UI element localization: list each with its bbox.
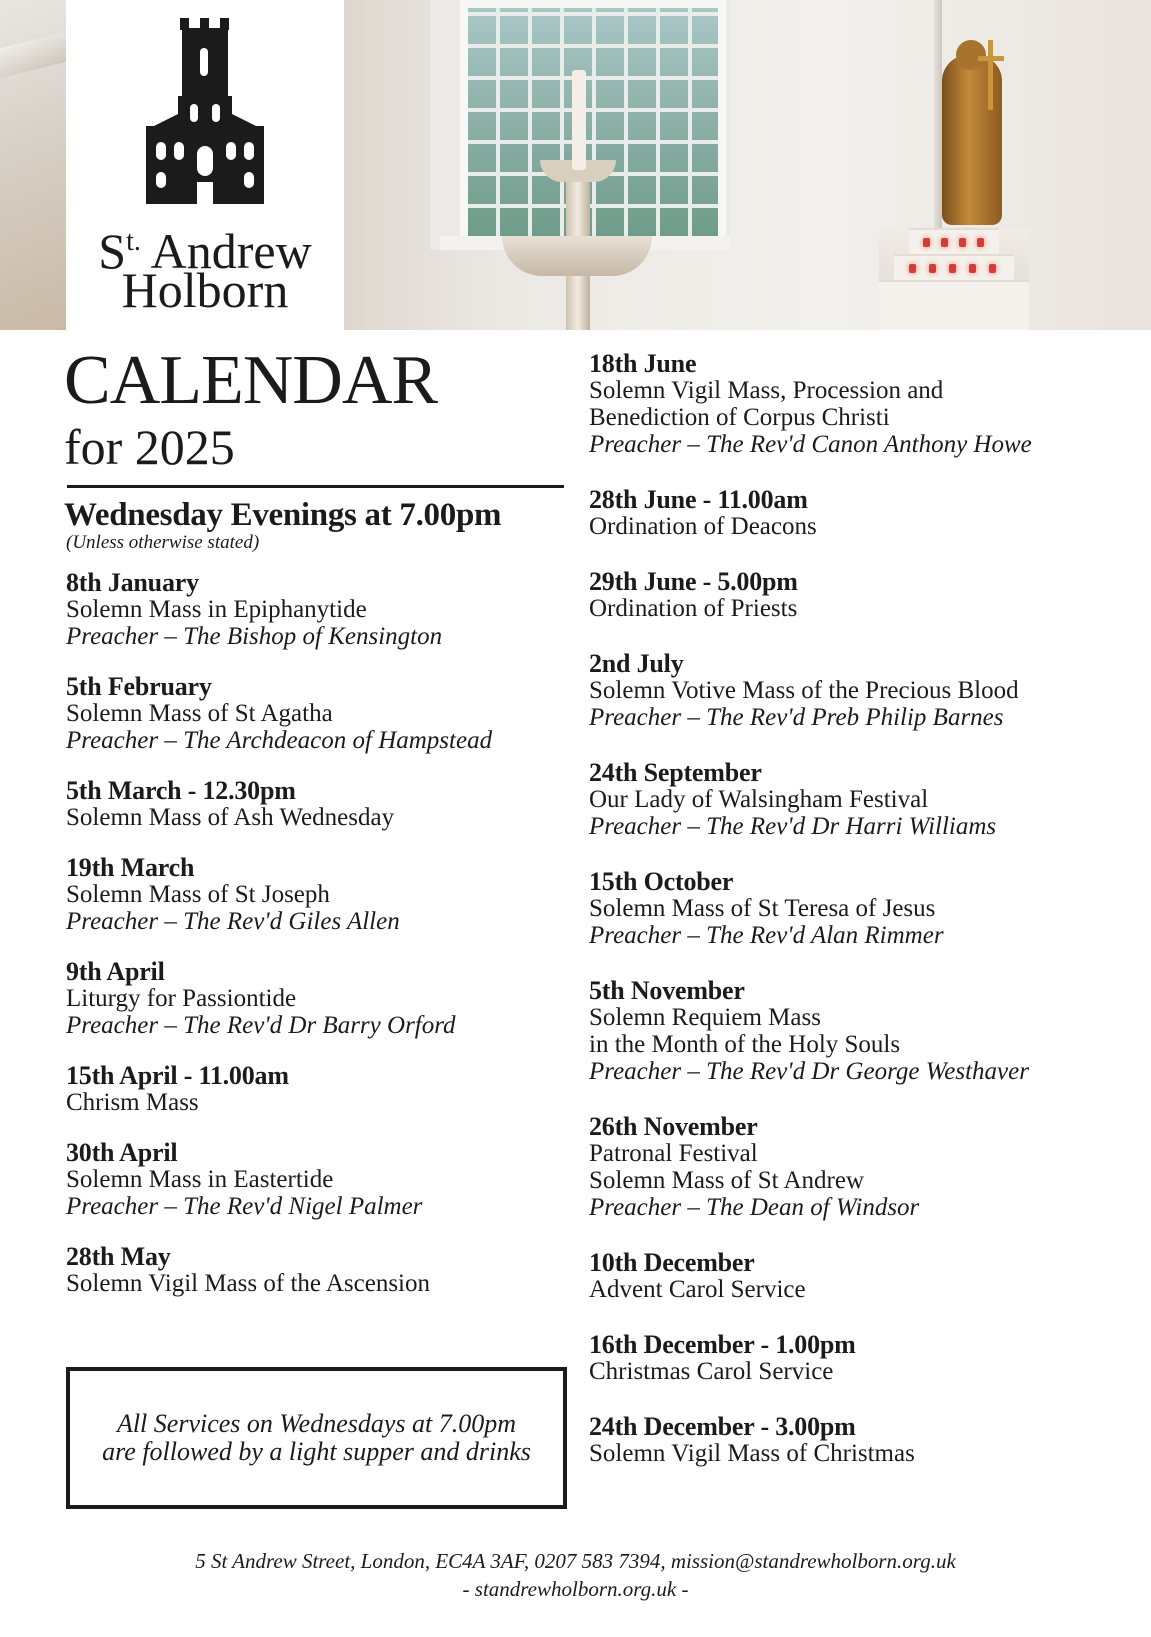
event-item [589, 759, 1149, 840]
event-item [589, 1331, 1149, 1385]
event-title: Solemn Vigil Mass of the Ascension [66, 1270, 431, 1297]
event-preacher: Preacher – The Dean of Windsor [589, 1194, 920, 1221]
event-date: 15th April - 11.00am [66, 1061, 289, 1090]
event-title: Benediction of Corpus Christi [589, 404, 890, 431]
event-date: 24th December - 3.00pm [589, 1412, 856, 1441]
event-preacher: Preacher – The Rev'd Dr George Westhaver [589, 1058, 1029, 1085]
event-item [589, 486, 1149, 540]
event-title: Christmas Carol Service [589, 1358, 834, 1385]
schedule-heading: Wednesday Evenings at 7.00pm [64, 497, 502, 533]
event-title: Ordination of Priests [589, 595, 798, 622]
header-photo-band [0, 0, 1151, 330]
event-item [66, 1139, 566, 1220]
event-item [66, 1243, 566, 1297]
event-date: 2nd July [589, 649, 684, 678]
event-item [66, 569, 566, 650]
event-date: 8th January [66, 568, 199, 597]
event-date: 19th March [66, 853, 195, 882]
event-item [66, 777, 566, 831]
chapel-photo [344, 0, 1151, 330]
event-title: Solemn Vigil Mass, Procession and [589, 377, 944, 404]
event-title: Liturgy for Passiontide [66, 985, 297, 1012]
supper-notice [102, 1410, 531, 1466]
event-date: 24th September [589, 758, 762, 787]
event-preacher: Preacher – The Archdeacon of Hampstead [66, 727, 493, 754]
event-title: Our Lady of Walsingham Festival [589, 786, 929, 813]
event-title: Solemn Mass of St Teresa of Jesus [589, 895, 936, 922]
footer-address: 5 St Andrew Street, London, EC4A 3AF, 0207 583 7394, mission@standrewholborn.org.uk [195, 1549, 956, 1573]
event-item [66, 1062, 566, 1116]
supper-notice-box [66, 1367, 567, 1509]
st-andrew-statue [942, 55, 1002, 225]
event-date: 28th June - 11.00am [589, 485, 808, 514]
event-date: 18th June [589, 349, 697, 378]
title-divider [67, 485, 564, 488]
event-date: 28th May [66, 1242, 171, 1271]
event-date: 15th October [589, 867, 734, 896]
calendar-year: for 2025 [64, 419, 235, 475]
event-title: in the Month of the Holy Souls [589, 1031, 901, 1058]
event-title: Chrism Mass [66, 1089, 199, 1116]
logo-name-line1: $S^{t.}$ Andrew [98, 223, 312, 279]
event-item [589, 1249, 1149, 1303]
event-preacher: Preacher – The Rev'd Giles Allen [66, 908, 400, 935]
events-column-left [66, 569, 566, 1297]
event-preacher: Preacher – The Bishop of Kensington [66, 623, 443, 650]
schedule-note: (Unless otherwise stated) [66, 532, 260, 553]
event-title: Advent Carol Service [589, 1276, 806, 1303]
event-title: Solemn Mass of St Agatha [66, 700, 333, 727]
event-item [66, 673, 566, 754]
event-title: Ordination of Deacons [589, 513, 817, 540]
event-preacher: Preacher – The Rev'd Dr Harri Williams [589, 813, 997, 840]
votive-stand [879, 228, 1029, 330]
event-date: 16th December - 1.00pm [589, 1330, 856, 1359]
event-preacher: Preacher – The Rev'd Dr Barry Orford [66, 1012, 456, 1039]
event-item [589, 650, 1149, 731]
paschal-candle [572, 70, 586, 170]
events-column-right [589, 350, 1149, 1467]
wall-photo-left [0, 0, 66, 330]
event-item [589, 1113, 1149, 1221]
event-title: Solemn Votive Mass of the Precious Blood [589, 677, 1019, 704]
event-date: 26th November [589, 1112, 758, 1141]
event-title: Solemn Mass of St Joseph [66, 881, 330, 908]
event-item [589, 350, 1149, 458]
event-title: Solemn Mass in Eastertide [66, 1166, 334, 1193]
event-preacher: Preacher – The Rev'd Nigel Palmer [66, 1193, 423, 1220]
event-date: 29th June - 5.00pm [589, 567, 798, 596]
statue-head [956, 40, 986, 70]
leaded-window [460, 0, 726, 244]
supper-notice-line1: All Services on Wednesdays at 7.00pm [116, 1409, 517, 1438]
event-title: Patronal Festival [589, 1140, 758, 1167]
event-title: Solemn Mass of Ash Wednesday [66, 804, 395, 831]
event-preacher: Preacher – The Rev'd Alan Rimmer [589, 922, 944, 949]
event-date: 5th February [66, 672, 212, 701]
event-date: 9th April [66, 957, 165, 986]
supper-notice-line2: are followed by a light supper and drinks [102, 1437, 531, 1466]
event-title: Solemn Mass of St Andrew [589, 1167, 864, 1194]
event-date: 10th December [589, 1248, 755, 1277]
cross-icon [988, 40, 993, 110]
event-title: Solemn Requiem Mass [589, 1004, 821, 1031]
event-date: 30th April [66, 1138, 178, 1167]
church-tower-icon [142, 18, 268, 204]
footer-website: - standrewholborn.org.uk - [462, 1577, 689, 1601]
event-item [589, 868, 1149, 949]
event-item [66, 854, 566, 935]
logo-name-line2: Holborn [121, 262, 289, 318]
event-title: Solemn Mass in Epiphanytide [66, 596, 367, 623]
cross-bar [978, 56, 1004, 61]
calendar-title: CALENDAR [64, 342, 438, 419]
event-item [589, 1413, 1149, 1467]
event-date: 5th March - 12.30pm [66, 776, 296, 805]
event-preacher: Preacher – The Rev'd Canon Anthony Howe [589, 431, 1032, 458]
font-bowl [502, 236, 652, 276]
event-preacher: Preacher – The Rev'd Preb Philip Barnes [589, 704, 1004, 731]
event-item [589, 568, 1149, 622]
church-logo [66, 0, 344, 330]
event-date: 5th November [589, 976, 745, 1005]
event-item [589, 977, 1149, 1085]
event-item [66, 958, 566, 1039]
event-title: Solemn Vigil Mass of Christmas [589, 1440, 915, 1467]
